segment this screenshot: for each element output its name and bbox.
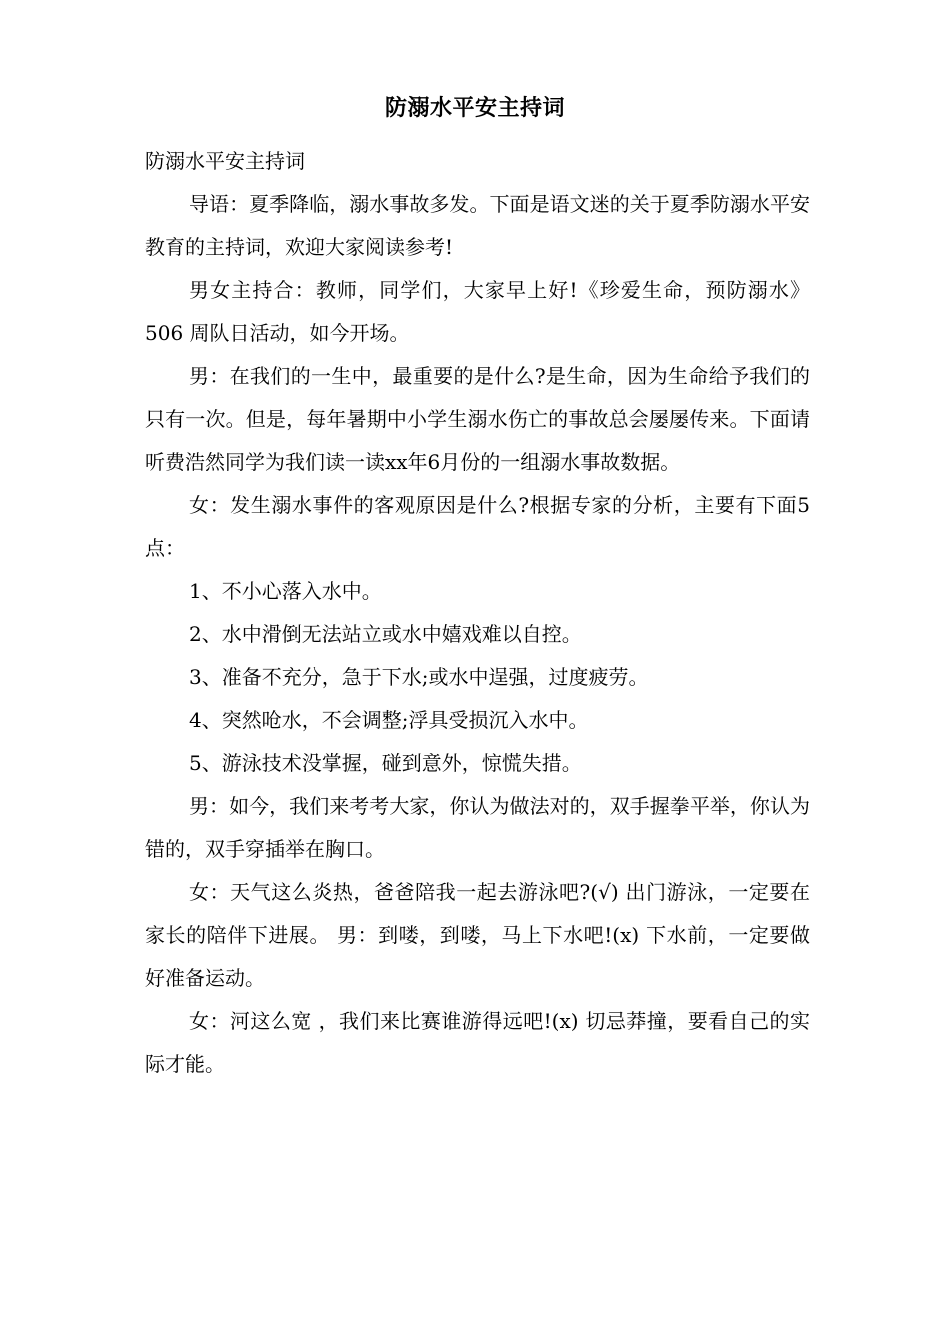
document-title: 防溺水平安主持词 (384, 95, 565, 121)
subtitle-paragraph: 防溺水平安主持词 (145, 149, 305, 173)
quiz-intro-paragraph: 男：如今，我们来考考大家，你认为做法对的，双手握拳平举，你认为错的，双手穿插举在胸口。 (145, 794, 810, 861)
list-item: 5、游泳技术没掌握，碰到意外，惊慌失措。 (189, 751, 582, 775)
document-body (145, 140, 810, 1086)
list-item: 1、不小心落入水中。 (189, 579, 382, 603)
quiz-paragraph: 女：天气这么炎热，爸爸陪我一起去游泳吧?(√) 出门游泳，一定要在家长的陪伴下进展。 男：到喽，到喽，马上下水吧!(x) 下水前，一定要做好准备运动。 (145, 880, 810, 990)
list-item: 2、水中滑倒无法站立或水中嬉戏难以自控。 (189, 622, 582, 646)
intro-paragraph: 导语：夏季降临，溺水事故多发。下面是语文迷的关于夏季防溺水平安教育的主持词，欢迎大家阅读参考! (145, 192, 810, 259)
quiz-paragraph: 女：河这么宽 ，我们来比赛谁游得远吧!(x) 切忌莽撞，要看自己的实际才能。 (145, 1009, 810, 1076)
list-item: 4、突然呛水，不会调整;浮具受损沉入水中。 (189, 708, 589, 732)
male-host-paragraph: 男：在我们的一生中，最重要的是什么?是生命，因为生命给予我们的只有一次。但是，每年暑期中小学生溺水伤亡的事故总会屡屡传来。下面请听费浩然同学为我们读一读xx年6月份的一组溺水事故数据。 (145, 364, 810, 474)
list-item: 3、准备不充分，急于下水;或水中逞强，过度疲劳。 (189, 665, 649, 689)
opening-paragraph: 男女主持合：教师，同学们，大家早上好!《珍爱生命，预防溺水》506 周队日活动，如今开场。 (145, 278, 810, 345)
female-host-paragraph: 女：发生溺水事件的客观原因是什么?根据专家的分析，主要有下面5点： (145, 493, 810, 560)
